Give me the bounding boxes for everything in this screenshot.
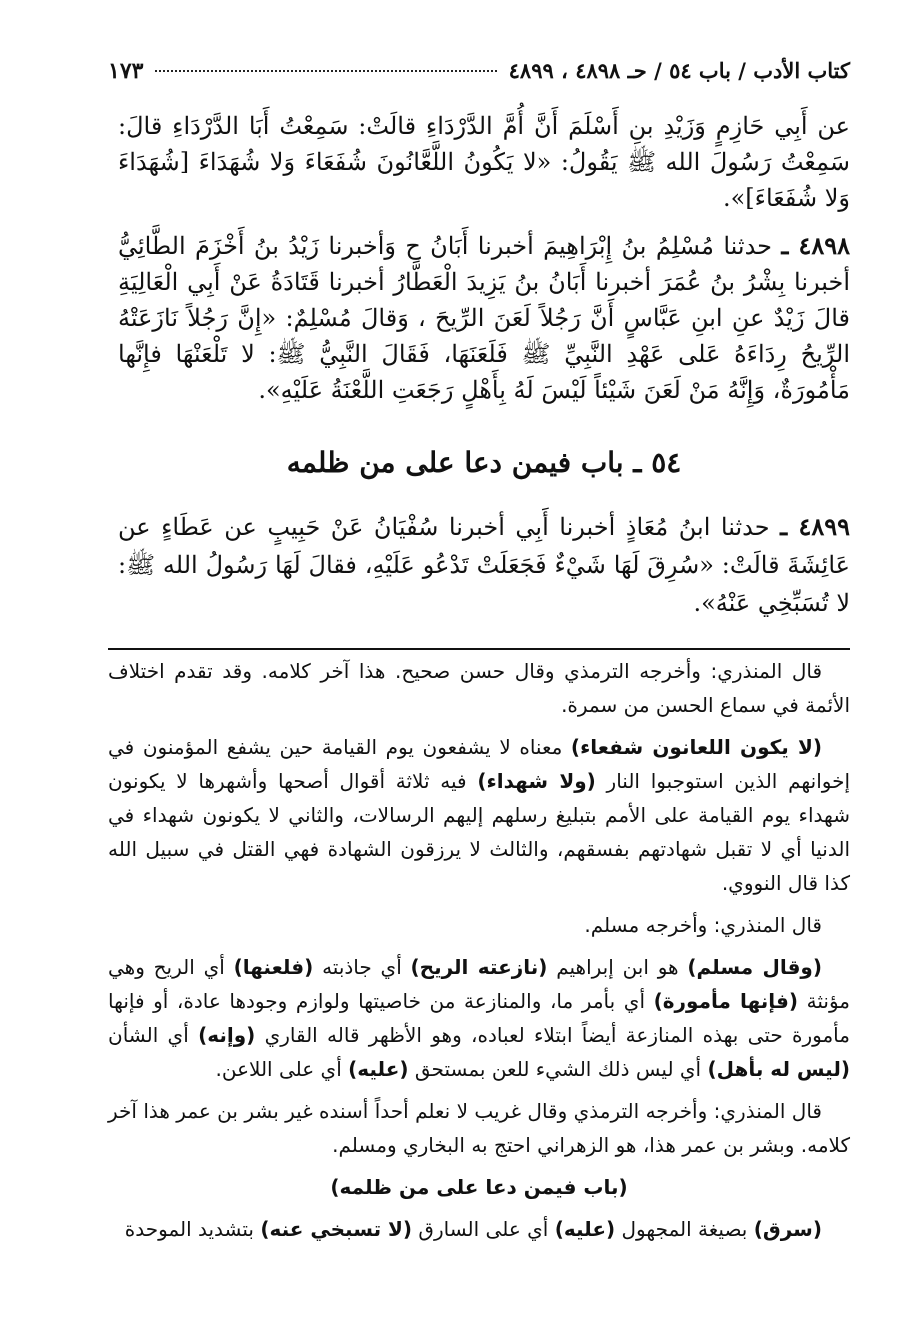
commentary-text: معناه لا يشفعون يوم القيامة حين يشفع المؤمنون في إخوانهم الذين استوجبوا النار (108, 735, 850, 793)
commentary-paragraph: قال المنذري: وأخرجه الترمذي وقال غريب لا نعلم أحداً أسنده غير بشر بن عمر هذا آخر كلامه. وبشر بن عمر هذا، هو الزهراني احتج به البخاري ومسلم. (108, 1099, 850, 1157)
commentary-paragraph (108, 950, 850, 1086)
quoted-phrase: (نازعته الريح) (410, 955, 548, 979)
hadith-number: ٤٨٩٩ ـ (780, 512, 851, 541)
commentary-text: بتشديد الموحدة (124, 1217, 261, 1241)
quoted-phrase: (لا تسبخي عنه) (260, 1217, 413, 1241)
commentary-paragraph (108, 1212, 850, 1246)
commentary-text: أي جاذبته (313, 955, 411, 979)
quoted-phrase: (فإنها مأمورة) (653, 989, 799, 1013)
footnote-divider (108, 648, 850, 650)
hadith-text-block-2 (118, 508, 850, 622)
hadith-4899 (118, 508, 850, 622)
quoted-phrase: (ليس له بأهل) (707, 1057, 850, 1081)
hadith-4897-continuation: عن أَبِي حَازِمٍ وَزَيْدِ بنِ أَسْلَمَ أَنَّ أُمَّ الدَّرْدَاءِ قالَتْ: سَمِعْتُ أَبَا الدَّرْدَاءِ قالَ: سَمِعْتُ رَسُولَ الله ﷺ يَقُولُ: «لا يَكُونُ اللَّعَّانُونَ شُفَعَاءَ وَلا شُهَدَاءَ [شُهَدَاءَ وَلا شُفَعَاءَ]». (118, 112, 850, 212)
chapter-heading: ٥٤ ـ باب فيمن دعا على من ظلمه (286, 446, 682, 479)
quoted-phrase: (لا يكون اللعانون شفعاء) (570, 735, 822, 759)
commentary-text: أي على السارق (412, 1217, 555, 1241)
commentary-sub-heading: (باب فيمن دعا على من ظلمه) (330, 1175, 628, 1199)
hadith-text: حدثنا ابنُ مُعَاذٍ أخبرنا أَبِي أخبرنا سُفْيَانُ عَنْ حَبِيبٍ عن عَطَاءٍ عن عَائِشَةَ قالَتْ: «سُرِقَ لَهَا شَيْءٌ فَجَعَلَتْ تَدْعُو عَلَيْهِ، فقالَ لَهَا رَسُولُ الله ﷺ: لا تُسَبِّخِي عَنْهُ». (118, 513, 850, 617)
dotted-leader (155, 70, 496, 72)
commentary-text: أي بأمر ما، والمنازعة من خاصيتها ولوازم وجودها عادة، أو فإنها مأمورة حتى بهذه المنازعة أيضاً ابتلاء لعباده، وهو الأظهر قاله القاري (108, 989, 850, 1047)
quoted-phrase: (ولا شهداء) (477, 769, 596, 793)
commentary-text: أي على اللاعن. (215, 1057, 349, 1081)
quoted-phrase: (فلعنها) (233, 955, 314, 979)
commentary-paragraph (108, 730, 850, 900)
commentary-block (108, 654, 850, 1254)
quoted-phrase: (وقال مسلم) (687, 955, 822, 979)
hadith-number: ٤٨٩٨ ـ (781, 231, 850, 260)
commentary-text: بصيغة المجهول (615, 1217, 754, 1241)
hadith-4898 (118, 228, 850, 408)
commentary-text: هو ابن إبراهيم (547, 955, 688, 979)
running-head (108, 58, 850, 90)
hadith-text: حدثنا مُسْلِمُ بنُ إِبْرَاهِيمَ أخبرنا أَبَانُ ح وَأخبرنا زَيْدُ بنُ أَخْزَمَ الطَّائِيُّ أخبرنا بِشْرُ بنُ عُمَرَ أخبرنا أَبَانُ بنُ يَزِيدَ الْعَطَّارُ أخبرنا قَتَادَةُ عَنْ أَبِي الْعَالِيَةِ قالَ زَيْدٌ عنِ ابنِ عَبَّاسٍ أَنَّ رَجُلاً لَعَنَ الرِّيحَ ، وَقالَ مُسْلِمٌ: «إِنَّ رَجُلاً نَازَعَتْهُ الرِّيحُ رِدَاءَهُ عَلى عَهْدِ النَّبِيِّ ﷺ فَلَعَنَهَا، فَقَالَ النَّبِيُّ ﷺ: لا تَلْعَنْهَا فإِنَّها مَأْمُورَةٌ، وَإِنَّهُ مَنْ لَعَنَ شَيْئاً لَيْسَ لَهُ بِأَهْلٍ رَجَعَتِ اللَّعْنَةُ عَلَيْهِ». (118, 232, 850, 404)
commentary-paragraph: قال المنذري: وأخرجه الترمذي وقال حسن صحيح. هذا آخر كلامه. وقد تقدم اختلاف الأئمة في سماع الحسن من سمرة. (108, 659, 850, 717)
quoted-phrase: (سرق) (753, 1217, 822, 1241)
commentary-text: أي الشأن (108, 1023, 199, 1047)
commentary-text: أي الريح وهي مؤنثة (108, 955, 850, 1013)
quoted-phrase: (وإنه) (198, 1023, 256, 1047)
commentary-paragraph: قال المنذري: وأخرجه مسلم. (584, 913, 822, 937)
running-head-title: كتاب الأدب / باب ٥٤ / حـ ٤٨٩٨ ، ٤٨٩٩ (508, 58, 850, 83)
quoted-phrase: (عليه) (348, 1057, 409, 1081)
commentary-text: أي ليس ذلك الشيء للعن بمستحق (408, 1057, 708, 1081)
quoted-phrase: (عليه) (554, 1217, 616, 1241)
page-number: ١٧٣ (108, 58, 144, 84)
commentary-text: فيه ثلاثة أقوال أصحها وأشهرها لا يكونون شهداء يوم القيامة على الأمم بتبليغ رسلهم إليهم الرسالات، والثاني لا يكونون شهداء في الدنيا أي لا تقبل شهادتهم بفسقهم، والثالث لا يرزقون الشهادة فهي القتل في سبيل الله كذا قال النووي. (108, 769, 850, 895)
hadith-text-block (118, 108, 850, 408)
